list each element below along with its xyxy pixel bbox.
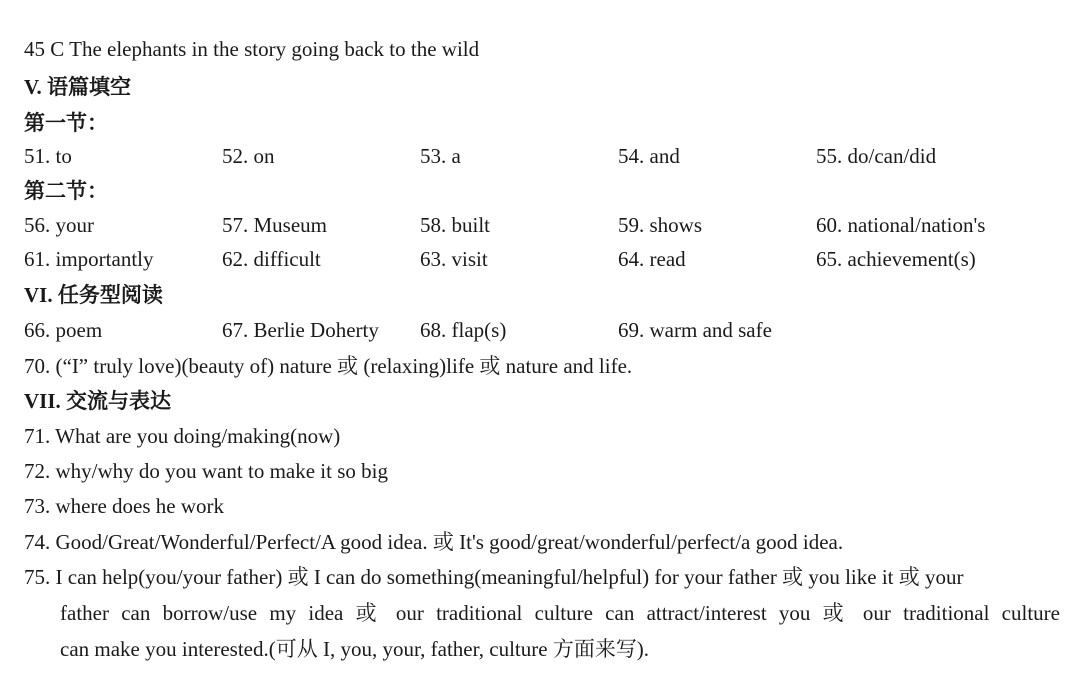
answer-72: 72. why/why do you want to make it so big bbox=[24, 459, 388, 483]
answer-56: 56. your bbox=[24, 213, 94, 237]
answer-75 bbox=[24, 559, 1060, 667]
answer-60: 60. national/nation's bbox=[816, 213, 986, 237]
answer-73: 73. where does he work bbox=[24, 494, 225, 518]
answer-65: 65. achievement(s) bbox=[816, 247, 976, 271]
answer-62: 62. difficult bbox=[222, 247, 321, 271]
answer-45: 45 C The elephants in the story going back to the wild bbox=[24, 37, 480, 61]
answer-51: 51. to bbox=[24, 144, 72, 168]
answers-51-55 bbox=[24, 143, 1064, 169]
answer-67: 67. Berlie Doherty bbox=[222, 318, 379, 342]
answer-57: 57. Museum bbox=[222, 213, 327, 237]
answer-61: 61. importantly bbox=[24, 247, 154, 271]
answer-75-line-2: father can borrow/use my idea 或 our traditional culture can attract/interest you 或 our traditional culture bbox=[60, 601, 1060, 625]
answer-68: 68. flap(s) bbox=[420, 318, 507, 342]
answer-74: 74. Good/Great/Wonderful/Perfect/A good idea. 或 It's good/great/wonderful/perfect/a good idea. bbox=[24, 530, 844, 554]
answer-52: 52. on bbox=[222, 144, 275, 168]
section-5-part-2-title: 第二节： bbox=[24, 179, 108, 203]
answer-55: 55. do/can/did bbox=[816, 144, 937, 168]
answer-54: 54. and bbox=[618, 144, 680, 168]
answer-64: 64. read bbox=[618, 247, 686, 271]
section-5-part-1-title: 第一节： bbox=[24, 111, 108, 135]
answer-58: 58. built bbox=[420, 213, 491, 237]
answer-75-line-3: can make you interested.(可从 I, you, your, father, culture 方面来写). bbox=[60, 637, 650, 661]
answer-75-line-1: 75. I can help(you/your father) 或 I can do something(meaningful/helpful) for your father 或 you like it 或 your bbox=[24, 565, 964, 589]
answers-61-65 bbox=[24, 246, 1064, 272]
answer-59: 59. shows bbox=[618, 213, 703, 237]
answers-56-60 bbox=[24, 212, 1064, 238]
answer-70: 70. (“I” truly love)(beauty of) nature 或 (relaxing)life 或 nature and life. bbox=[24, 354, 633, 378]
answer-66: 66. poem bbox=[24, 318, 103, 342]
answers-66-69 bbox=[24, 317, 1064, 343]
answer-63: 63. visit bbox=[420, 247, 488, 271]
section-5-heading: V. 语篇填空 bbox=[24, 75, 131, 99]
answer-69: 69. warm and safe bbox=[618, 318, 772, 342]
section-6-heading: VI. 任务型阅读 bbox=[24, 283, 163, 307]
answer-53: 53. a bbox=[420, 144, 461, 168]
answer-71: 71. What are you doing/making(now) bbox=[24, 424, 341, 448]
section-7-heading: VII. 交流与表达 bbox=[24, 389, 172, 413]
